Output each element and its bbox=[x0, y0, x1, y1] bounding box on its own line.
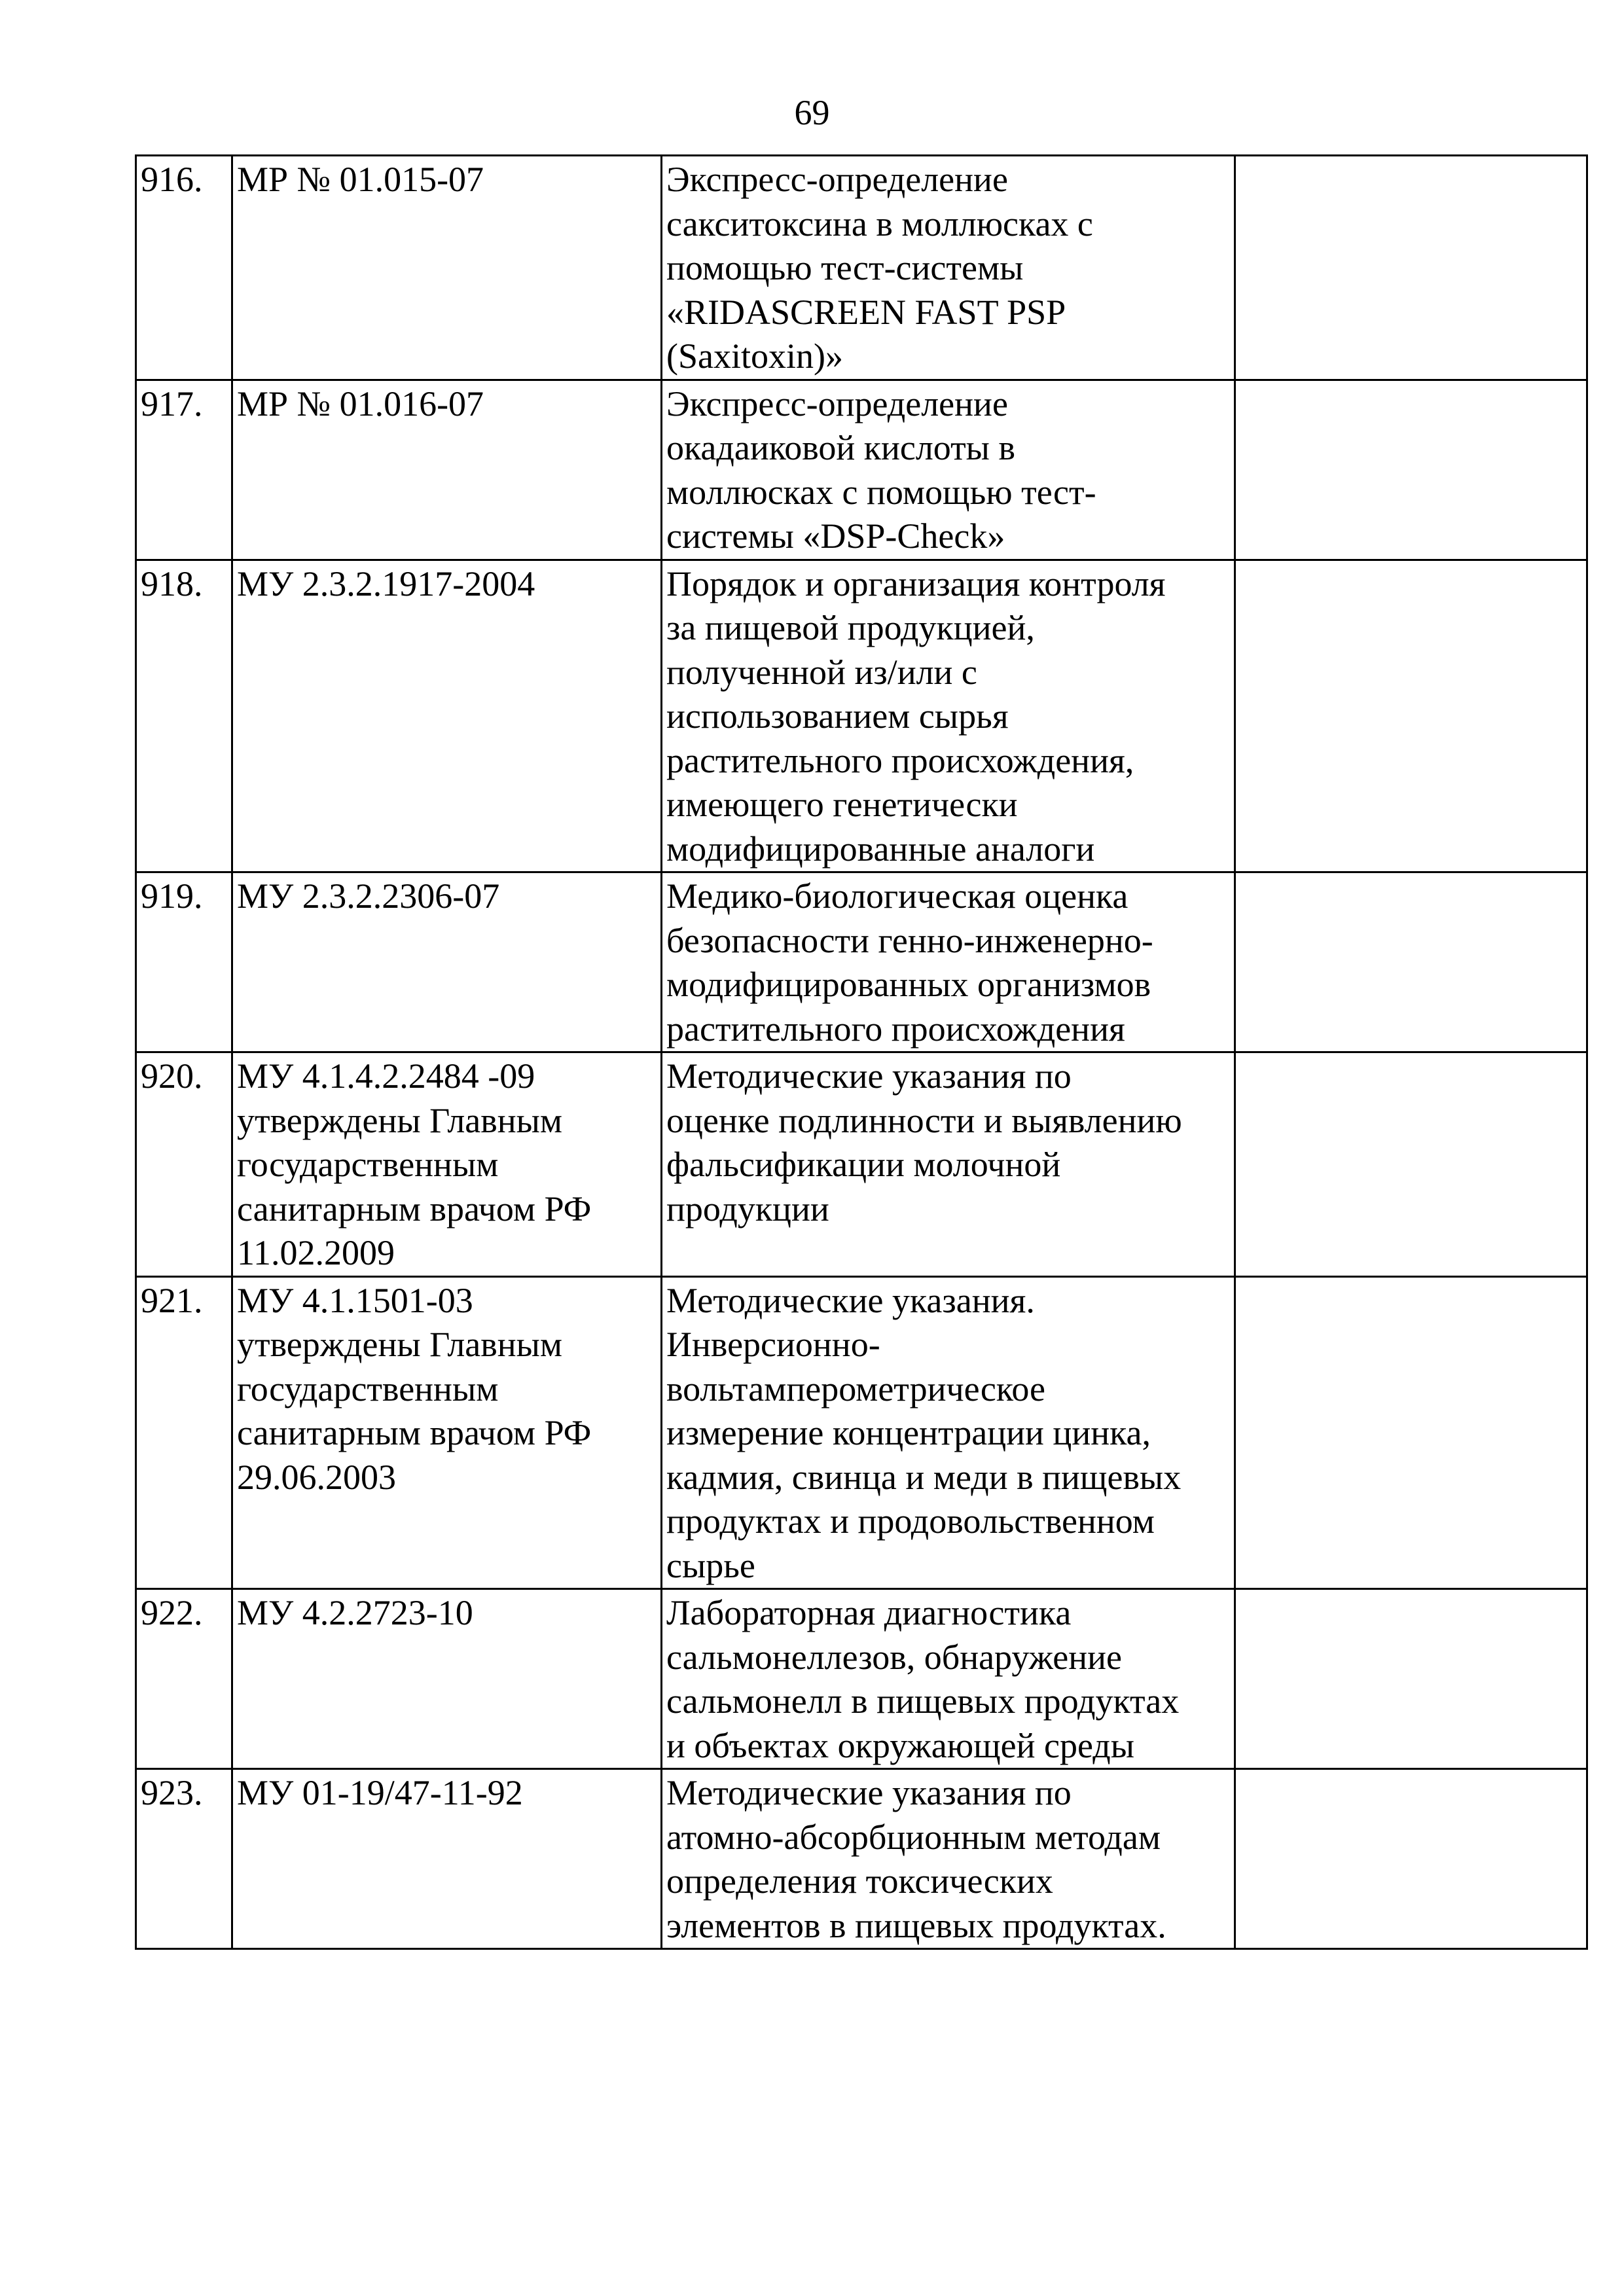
table-row bbox=[136, 560, 1587, 872]
document-code: МУ 01-19/47-11-92 bbox=[232, 1769, 662, 1949]
document-title: Лабораторная диагностика сальмонеллезов, обнаружение сальмонелл в пищевых продуктах и объектах окружающей среды bbox=[662, 1589, 1235, 1769]
row-number: 922. bbox=[136, 1589, 232, 1769]
document-code: МУ 2.3.2.1917-2004 bbox=[232, 560, 662, 872]
document-title: Методические указания по оценке подлинности и выявлению фальсификации молочной продукции bbox=[662, 1052, 1235, 1277]
document-code: МУ 4.1.1501-03 утверждены Главным государственным санитарным врачом РФ 29.06.2003 bbox=[232, 1276, 662, 1589]
row-number: 920. bbox=[136, 1052, 232, 1277]
row-number: 916. bbox=[136, 156, 232, 380]
table-row bbox=[136, 380, 1587, 560]
document-title: Экспресс-определение окадаиковой кислоты в моллюсках с помощью тест- системы «DSP-Check» bbox=[662, 380, 1235, 560]
document-code: МУ 4.2.2723-10 bbox=[232, 1589, 662, 1769]
document-title: Методические указания по атомно-абсорбционным методам определения токсических элементов в пищевых продуктах. bbox=[662, 1769, 1235, 1949]
document-title: Медико-биологическая оценка безопасности генно-инженерно- модифицированных организмов растительного происхождения bbox=[662, 872, 1235, 1052]
note-cell bbox=[1235, 1052, 1587, 1277]
document-code: МР № 01.016-07 bbox=[232, 380, 662, 560]
note-cell bbox=[1235, 156, 1587, 380]
document-title: Экспресс-определение сакситоксина в моллюсках с помощью тест-системы «RIDASCREEN FAST PSP (Saxitoxin)» bbox=[662, 156, 1235, 380]
document-code: МР № 01.015-07 bbox=[232, 156, 662, 380]
note-cell bbox=[1235, 1589, 1587, 1769]
table-row bbox=[136, 1052, 1587, 1277]
note-cell bbox=[1235, 1276, 1587, 1589]
document-table bbox=[135, 154, 1588, 1950]
note-cell bbox=[1235, 872, 1587, 1052]
row-number: 918. bbox=[136, 560, 232, 872]
table-row bbox=[136, 1769, 1587, 1949]
document-title: Методические указания. Инверсионно- вольтамперометрическое измерение концентрации цинка, кадмия, свинца и меди в пищевых продуктах и продовольственном сырье bbox=[662, 1276, 1235, 1589]
row-number: 917. bbox=[136, 380, 232, 560]
document-code: МУ 2.3.2.2306-07 bbox=[232, 872, 662, 1052]
row-number: 921. bbox=[136, 1276, 232, 1589]
table-row bbox=[136, 1276, 1587, 1589]
document-code: МУ 4.1.4.2.2484 -09 утверждены Главным государственным санитарным врачом РФ 11.02.2009 bbox=[232, 1052, 662, 1277]
note-cell bbox=[1235, 380, 1587, 560]
table-row bbox=[136, 1589, 1587, 1769]
table-row bbox=[136, 156, 1587, 380]
note-cell bbox=[1235, 560, 1587, 872]
table-row bbox=[136, 872, 1587, 1052]
document-title: Порядок и организация контроля за пищевой продукцией, полученной из/или с использованием сырья растительного происхождения, имеющего генетически модифицированные аналоги bbox=[662, 560, 1235, 872]
row-number: 919. bbox=[136, 872, 232, 1052]
page-number: 69 bbox=[794, 93, 830, 132]
note-cell bbox=[1235, 1769, 1587, 1949]
row-number: 923. bbox=[136, 1769, 232, 1949]
